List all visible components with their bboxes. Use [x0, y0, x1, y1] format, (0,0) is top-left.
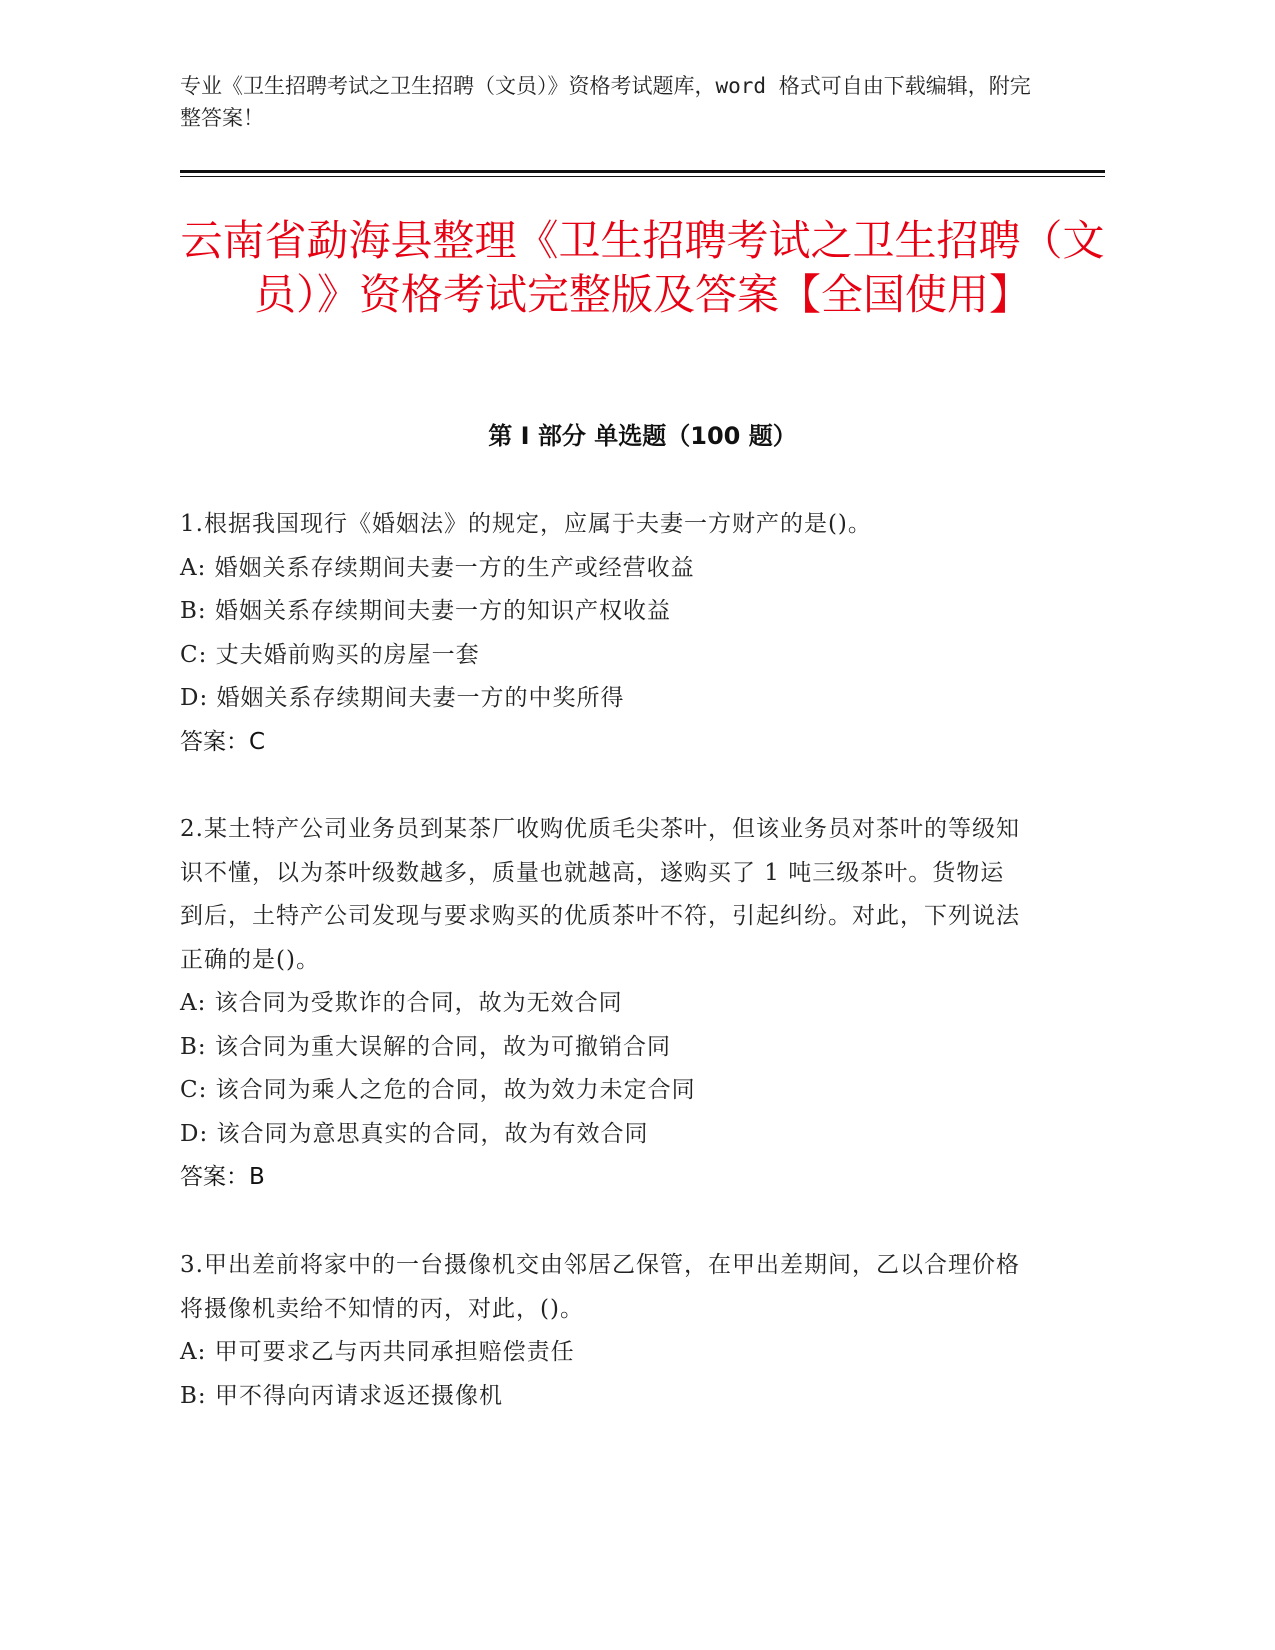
question-1 — [180, 503, 1020, 764]
option-a: A: 婚姻关系存续期间夫妻一方的生产或经营收益 — [180, 554, 695, 581]
document-title: 云南省勐海县整理《卫生招聘考试之卫生招聘（文员）》资格考试完整版及答案【全国使用】 — [180, 216, 1105, 319]
answer: 答案：C — [180, 728, 266, 755]
answer: 答案：B — [180, 1164, 265, 1190]
option-d: D: 该合同为意思真实的合同，故为有效合同 — [180, 1120, 649, 1147]
question-stem: 3.甲出差前将家中的一台摄像机交由邻居乙保管，在甲出差期间，乙以合理价格将摄像机卖给不知情的丙，对此，()。 — [180, 1252, 1020, 1322]
question-3 — [180, 1244, 1020, 1418]
header-rule-thin — [180, 176, 1105, 177]
option-c: C: 丈夫婚前购买的房屋一套 — [180, 641, 480, 668]
option-c: C: 该合同为乘人之危的合同，故为效力未定合同 — [180, 1077, 696, 1103]
header-note: 专业《卫生招聘考试之卫生招聘（文员）》资格考试题库，word 格式可自由下载编辑，附完整答案！ — [180, 74, 1031, 130]
option-a: A: 甲可要求乙与丙共同承担赔偿责任 — [180, 1339, 575, 1365]
question-2 — [180, 808, 1020, 1200]
question-stem: 1.根据我国现行《婚姻法》的规定，应属于夫妻一方财产的是()。 — [180, 511, 872, 537]
option-b: B: 该合同为重大误解的合同，故为可撤销合同 — [180, 1033, 671, 1060]
question-stem: 2.某土特产公司业务员到某茶厂收购优质毛尖茶叶，但该业务员对茶叶的等级知识不懂，以为茶叶级数越多，质量也就越高，遂购买了 1 吨三级茶叶。货物运到后，土特产公司发现与要求购买的优质茶叶不符，引起纠纷。对此，下列说法正确的是()。 — [180, 816, 1020, 973]
option-b: B: 甲不得向丙请求返还摄像机 — [180, 1382, 503, 1409]
header-rule-thick — [180, 170, 1105, 173]
section-title: 第 I 部分 单选题（100 题） — [488, 422, 797, 450]
option-d: D: 婚姻关系存续期间夫妻一方的中奖所得 — [180, 685, 625, 711]
option-a: A: 该合同为受欺诈的合同，故为无效合同 — [180, 990, 623, 1016]
option-b: B: 婚姻关系存续期间夫妻一方的知识产权收益 — [180, 598, 671, 624]
